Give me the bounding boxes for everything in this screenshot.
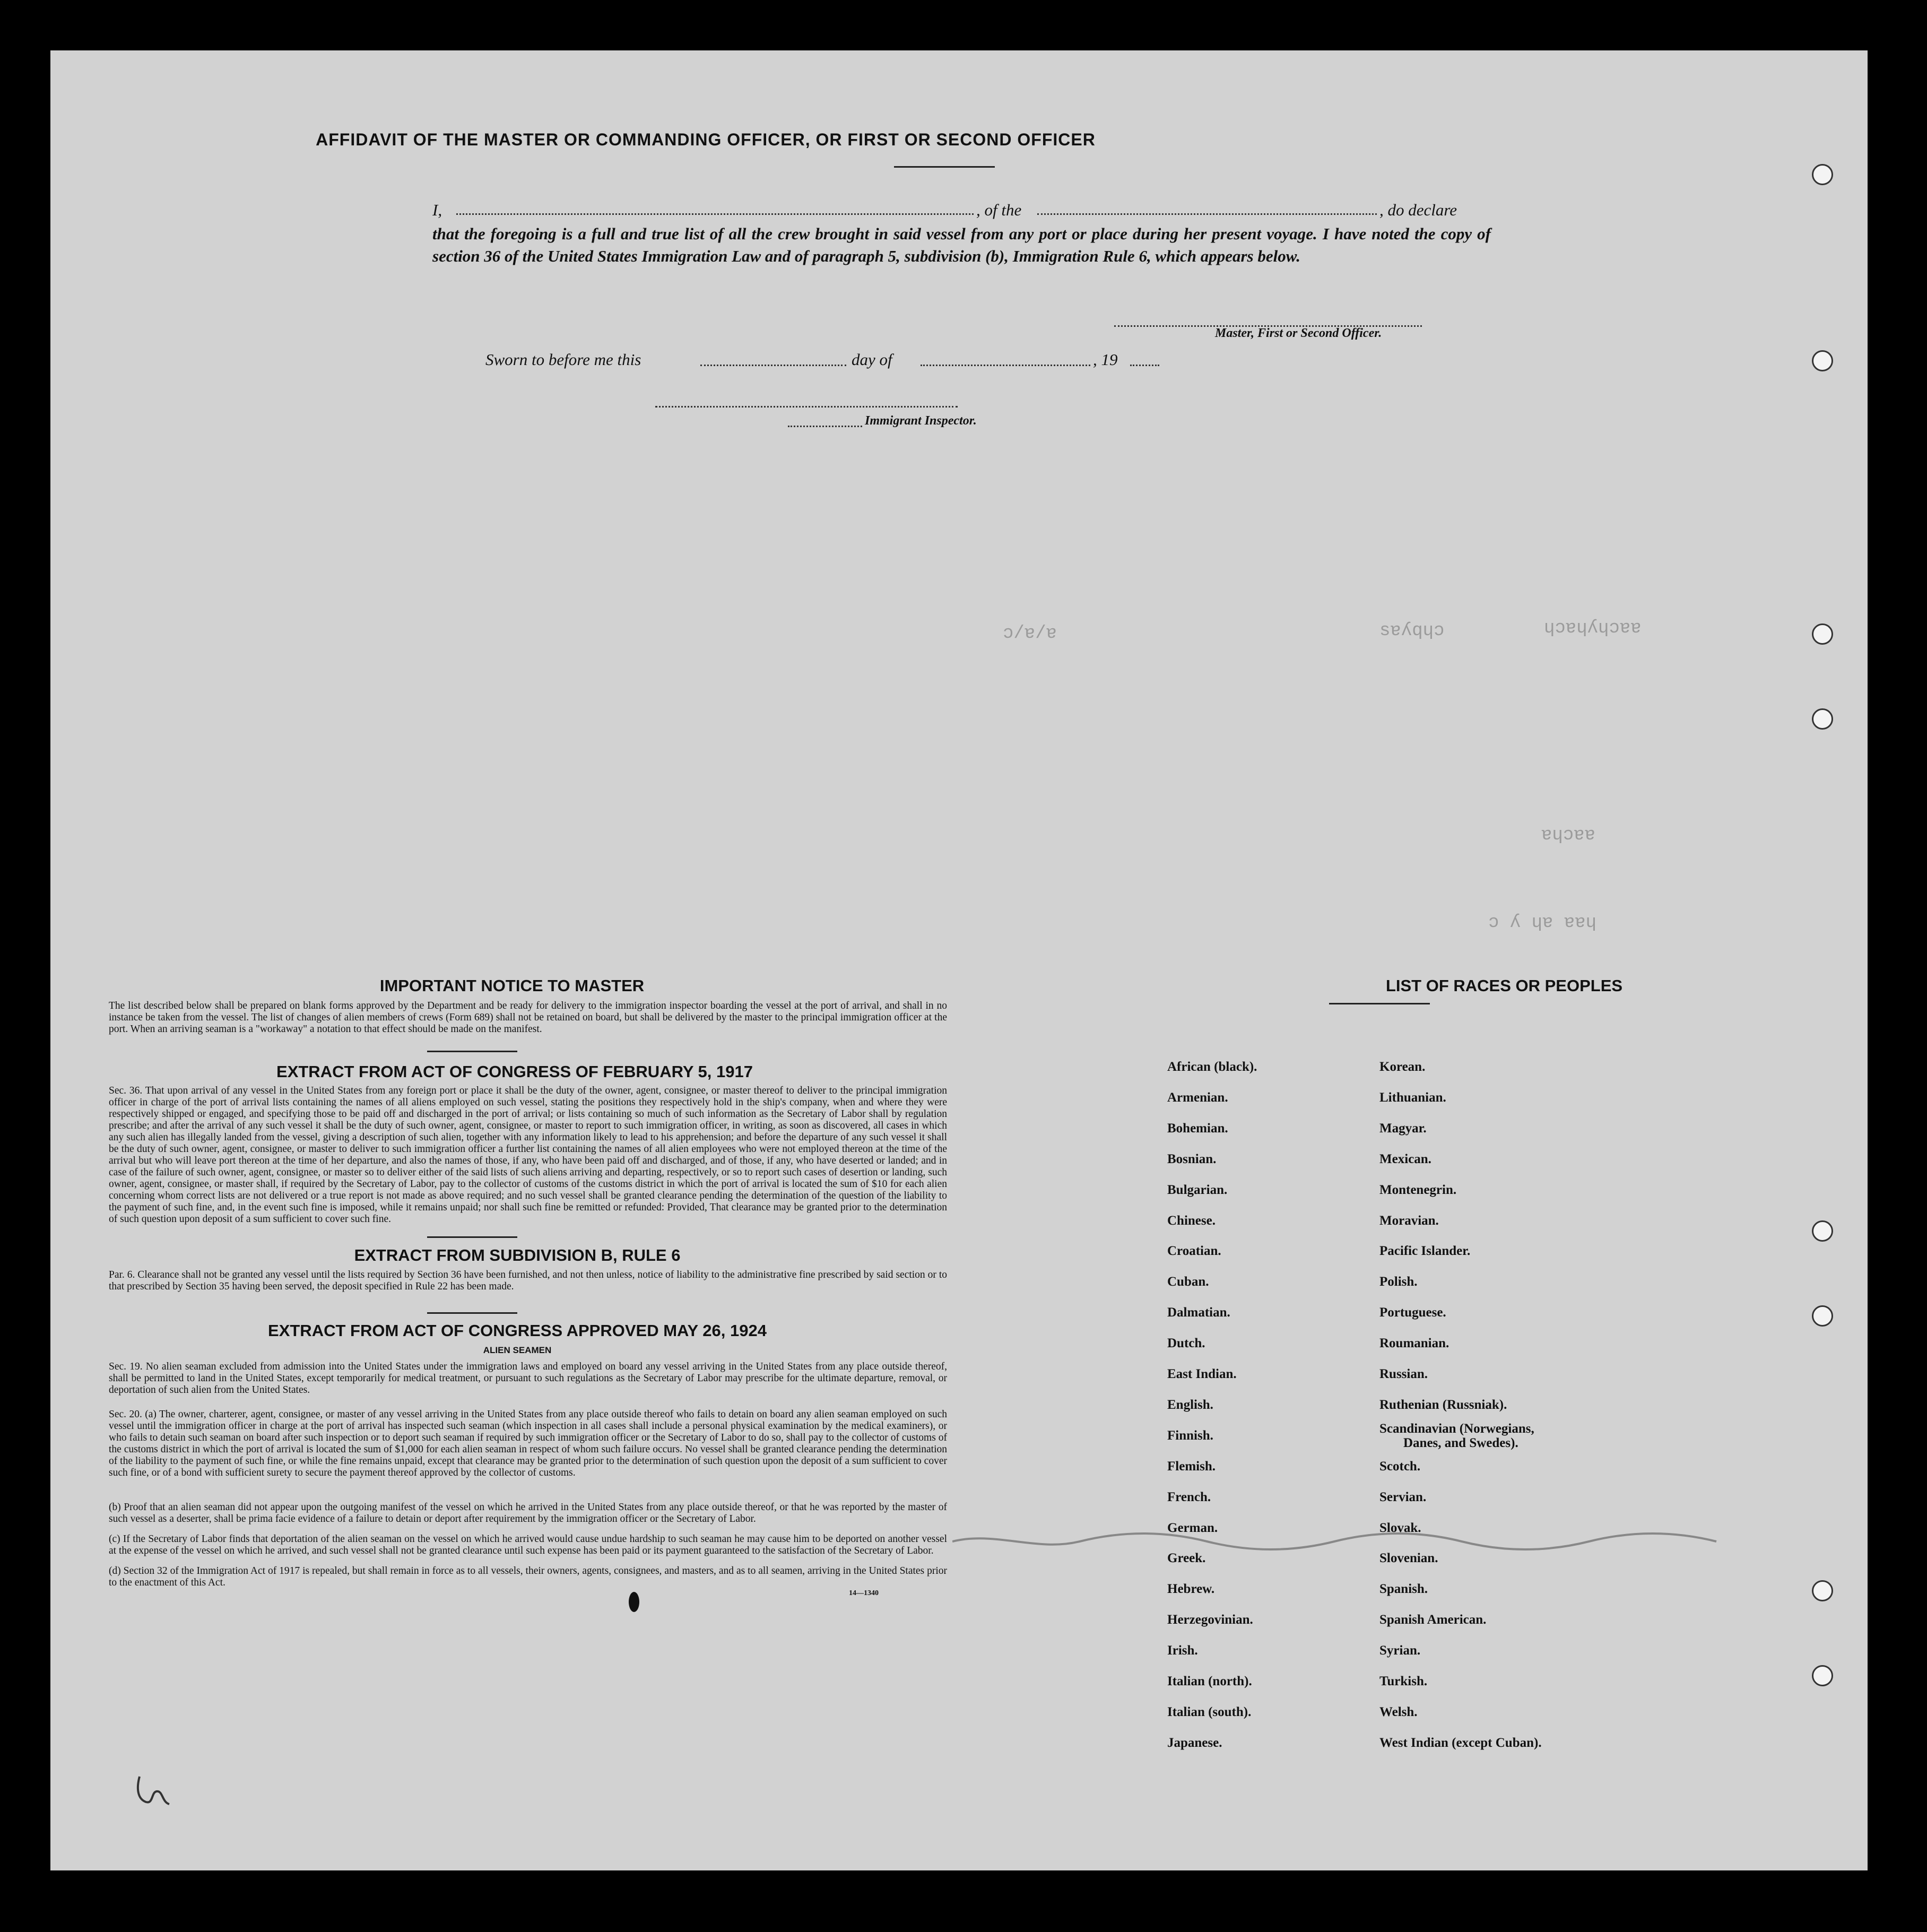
- sec20b-text: (b) Proof that an alien seaman did not appear upon the outgoing manifest of the vessel on which he arrived in the United States from any place outside thereof, or that he was reported by the master of such vessel as a deserter, shall be prima facie evidence of a failure to detain or deport after requirement by the immigration officer or the Secretary of Labor.: [109, 1502, 947, 1524]
- race-item: Hebrew.: [1167, 1582, 1215, 1596]
- extract-rule6-text: Par. 6. Clearance shall not be granted any vessel until the lists required by Section 36 have been furnished, and not then unless, notice of liability to the administrative fine prescribed by said section or to that prescribed by Section 35 having been served, the deposit specified in Rule 22 has been made.: [109, 1269, 947, 1292]
- scribble-mark: [135, 1772, 178, 1809]
- race-item: Portuguese.: [1379, 1305, 1446, 1320]
- ghost-text: ɔ ʎ ɥɐ ɐɐɥ: [1488, 913, 1597, 933]
- sworn-label: Sworn to before me this: [485, 350, 641, 369]
- races-divider: [1329, 1003, 1430, 1004]
- race-item: French.: [1167, 1490, 1211, 1504]
- sworn-day-blank: [700, 365, 846, 366]
- race-item: Greek.: [1167, 1551, 1206, 1565]
- race-item: Moravian.: [1379, 1214, 1439, 1228]
- document-sheet: [50, 50, 1868, 1870]
- race-item: Polish.: [1379, 1275, 1418, 1289]
- name-blank: [456, 213, 974, 215]
- race-item: German.: [1167, 1521, 1218, 1535]
- extract-rule6-title: EXTRACT FROM SUBDIVISION B, RULE 6: [354, 1246, 681, 1264]
- year-label: , 19: [1093, 350, 1118, 369]
- binder-hole: [1812, 1220, 1833, 1242]
- sec20d-text: (d) Section 32 of the Immigration Act of 1917 is repealed, but shall remain in force as to all vessels, their owners, agents, consignees, and masters, and as to all seamen, arriving in the United States prior to the enactment of this Act.: [109, 1565, 947, 1588]
- race-item: Montenegrin.: [1379, 1183, 1457, 1197]
- crease-line: [952, 1526, 1722, 1557]
- sec19-text: Sec. 19. No alien seaman excluded from admission into the United States under the immigration laws and employed on board any vessel arriving in the United States from any place outside thereof, shall be permitted to land in the United States, except temporarily for medical treatment, or pursuant to such regulations as the Secretary of Labor may prescribe for the ultimate departure, removal, or deportation of such alien from the United States.: [109, 1361, 947, 1396]
- inspector-line-short: [788, 426, 862, 427]
- sec20c-text: (c) If the Secretary of Labor finds that deportation of the alien seaman on the vessel on which he arrived would cause undue hardship to such seaman he may cause him to be deported on another vessel at the expense of the vessel on which he arrived, and such vessel shall not be granted clearance until such expense has been paid or its payment guaranteed to the satisfaction of the Secretary of Labor.: [109, 1534, 947, 1556]
- race-item: Syrian.: [1379, 1643, 1421, 1658]
- race-item: Flemish.: [1167, 1459, 1216, 1474]
- binder-hole: [1812, 164, 1833, 185]
- race-item: Cuban.: [1167, 1275, 1209, 1289]
- race-item: West Indian (except Cuban).: [1379, 1736, 1542, 1750]
- day-of-label: day of: [852, 350, 892, 369]
- affidavit-do-declare: , do declare: [1379, 201, 1457, 219]
- race-item: Irish.: [1167, 1643, 1198, 1658]
- race-item: Turkish.: [1379, 1674, 1428, 1688]
- races-title: LIST OF RACES OR PEOPLES: [1385, 976, 1623, 995]
- inspector-signature-line: [655, 406, 958, 408]
- notice-divider: [427, 1051, 517, 1052]
- affidavit-title: AFFIDAVIT OF THE MASTER OR COMMANDING OFFICER, OR FIRST OR SECOND OFFICER: [316, 130, 1096, 149]
- race-item: Bohemian.: [1167, 1121, 1228, 1136]
- binder-hole: [1812, 623, 1833, 645]
- ghost-text: sɐʎqɥɔ: [1379, 621, 1445, 641]
- race-item: Dutch.: [1167, 1336, 1205, 1350]
- ghost-text: ɔ/ɐ/ɐ: [1003, 623, 1057, 644]
- race-item: Korean.: [1379, 1060, 1426, 1074]
- race-item: Scotch.: [1379, 1459, 1421, 1474]
- race-item: Scandinavian (Norwegians,: [1379, 1422, 1534, 1436]
- race-item: Danes, and Swedes).: [1403, 1436, 1518, 1450]
- affidavit-i: I,: [432, 201, 442, 219]
- race-item: Russian.: [1379, 1367, 1428, 1381]
- binder-hole: [1812, 1305, 1833, 1327]
- race-item: Pacific Islander.: [1379, 1244, 1471, 1258]
- extract-rule6-divider: [427, 1312, 517, 1314]
- race-item: Dalmatian.: [1167, 1305, 1230, 1320]
- title-underline: [894, 166, 995, 168]
- ink-blot: [629, 1592, 639, 1612]
- ghost-text: ɐɥɔɐɐ: [1541, 825, 1596, 845]
- extract-1917-title: EXTRACT FROM ACT OF CONGRESS OF FEBRUARY 5, 1917: [276, 1062, 753, 1081]
- race-item: Magyar.: [1379, 1121, 1427, 1136]
- race-item: East Indian.: [1167, 1367, 1237, 1381]
- race-item: Mexican.: [1379, 1152, 1431, 1166]
- alien-seamen-subtitle: ALIEN SEAMEN: [483, 1345, 552, 1355]
- race-item: Ruthenian (Russniak).: [1379, 1398, 1507, 1412]
- race-item: English.: [1167, 1398, 1213, 1412]
- year-blank: [1130, 365, 1159, 366]
- race-item: Herzegovinian.: [1167, 1613, 1253, 1627]
- notice-text: The list described below shall be prepared on blank forms approved by the Department and be ready for delivery to the immigration inspector boarding the vessel at the port of arrival, and shall in no instance be taken from the vessel. The list of changes of alien members of crews (Form 689) shall not be retained on board, but shall be delivered by the master to the principal immigration officer at the port. When an arriving seaman is a "workaway" a notation to that effect should be made on the manifest.: [109, 1000, 947, 1035]
- extract-1917-divider: [427, 1236, 517, 1238]
- sec20a-text: Sec. 20. (a) The owner, charterer, agent, consignee, or master of any vessel arriving in the United States from any place outside thereof who fails to detain on board any alien seaman employed on such vessel until the immigration officer in charge at the port of arrival has inspected such seaman (which inspection in all cases shall include a personal physical examination by the medical examiners), or who fails to detain such seaman on board after such inspection or to deport such seaman if required by such immigration officer or the Secretary of Labor to do so, shall pay to the collector of customs of the customs district in which the port of arrival is located the sum of $1,000 for each alien seaman in respect of whom such failure occurs. No vessel shall be granted clearance pending the determination of the liability to the payment of such fine, or while the fine remains unpaid, except that clearance may be granted prior to the determination of such question upon the deposit of a sum sufficient to cover such fine, or of a bond with sufficient surety to secure the payment thereof approved by the collector of customs.: [109, 1409, 947, 1478]
- master-signature-label: Master, First or Second Officer.: [1215, 326, 1382, 340]
- race-item: Slovenian.: [1379, 1551, 1438, 1565]
- affidavit-body: that the foregoing is a full and true list of all the crew brought in said vessel from any port or place during her present voyage. I have noted the copy of section 36 of the United States Immigration Law and of paragraph 5, subdivision (b), Immigration Rule 6, which appears below.: [432, 224, 1491, 265]
- race-item: Welsh.: [1379, 1705, 1418, 1719]
- race-item: Bosnian.: [1167, 1152, 1217, 1166]
- race-item: Japanese.: [1167, 1736, 1222, 1750]
- notice-title: IMPORTANT NOTICE TO MASTER: [379, 976, 645, 995]
- race-item: Italian (south).: [1167, 1705, 1252, 1719]
- race-item: Spanish American.: [1379, 1613, 1487, 1627]
- form-number: 14—1340: [849, 1589, 879, 1597]
- race-item: Roumanian.: [1379, 1336, 1449, 1350]
- race-item: Finnish.: [1167, 1428, 1213, 1443]
- inspector-label: Immigrant Inspector.: [865, 414, 977, 428]
- race-item: Chinese.: [1167, 1214, 1216, 1228]
- extract-1917-text: Sec. 36. That upon arrival of any vessel in the United States from any foreign port or place it shall be the duty of the owner, agent, consignee, or master thereof to deliver to the principal immigration officer in charge of the port of arrival lists containing the names of all aliens employed on such vessel, stating the positions they respectively hold in the ship's company, when and where they were respectively shipped or engaged, and specifying those to be paid off and discharged in the port of arrival; or lists containing so much of such information as the Secretary of Labor shall by regulation prescribe; and after the arrival of any such vessel it shall be the duty of such owner, agent, consignee, or master to report to such immigration officer, in writing, as soon as discovered, all cases in which any such alien has illegally landed from the vessel, giving a description of such alien, together with any information likely to lead to his apprehension; and before the departure of any such vessel it shall be the duty of such owner, agent, consignee, or master to deliver to such immigration officer a further list containing the names of all alien employees who were not employed thereon at the time of the arrival but who will leave port thereon at the time of her departure, and also the names of those, if any, who have been paid off and discharged, and of those, if any, who have deserted or landed; and in case of the failure of such owner, agent, consignee, or master so to deliver either of the said lists of such aliens arriving and departing, respectively, or so to report such cases of desertion or landing, such owner, agent, consignee, or master shall, if required by the Secretary of Labor, pay to the collector of customs of the customs district in which the port of arrival is located the sum of $10 for each alien concerning whom correct lists are not delivered or a true report is not made as above required; and no such vessel shall be granted clearance pending the determination of the question of the liability to the payment of such fine, and, in the event such fine is imposed, while it remains unpaid; nor shall such fine be remitted or refunded: Provided, That clearance may be granted prior to the determination of such question upon deposit of a sum sufficient to cover such fine.: [109, 1085, 947, 1225]
- race-item: Slovak.: [1379, 1521, 1421, 1535]
- sworn-month-blank: [921, 365, 1090, 366]
- race-item: Croatian.: [1167, 1244, 1221, 1258]
- ghost-text: ɥɔɐɥʎɥɔɐɐ: [1544, 618, 1642, 638]
- binder-hole: [1812, 1665, 1833, 1686]
- race-item: Lithuanian.: [1379, 1090, 1446, 1105]
- binder-hole: [1812, 1580, 1833, 1601]
- race-item: Bulgarian.: [1167, 1183, 1228, 1197]
- race-item: Servian.: [1379, 1490, 1427, 1504]
- race-item: Armenian.: [1167, 1090, 1228, 1105]
- affidavit-of-the: , of the: [976, 201, 1022, 219]
- vessel-blank: [1037, 213, 1377, 215]
- race-item: Spanish.: [1379, 1582, 1428, 1596]
- binder-hole: [1812, 708, 1833, 730]
- race-item: Italian (north).: [1167, 1674, 1252, 1688]
- binder-hole: [1812, 350, 1833, 371]
- extract-1924-title: EXTRACT FROM ACT OF CONGRESS APPROVED MAY 26, 1924: [268, 1321, 767, 1340]
- race-item: African (black).: [1167, 1060, 1257, 1074]
